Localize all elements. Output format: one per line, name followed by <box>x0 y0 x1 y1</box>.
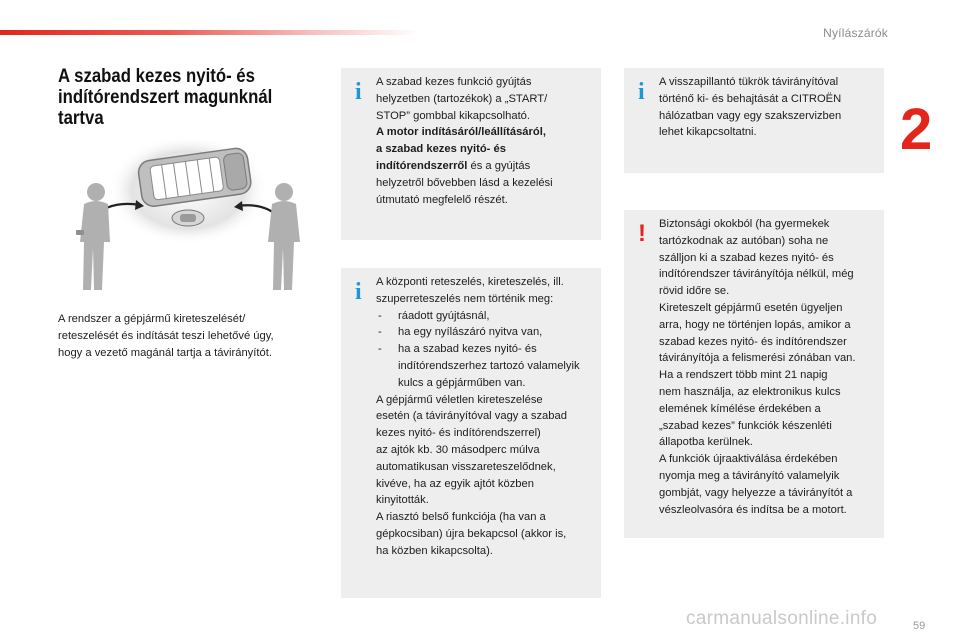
section-header: Nyílászárók <box>823 26 888 40</box>
safety-text: Biztonsági okokból (ha gyermekek tartózkodnak az autóban) soha ne szálljon ki a szabad kezes nyitó- és indítórendszer távirányítója nélkül, még rövid időre se. Kireteszelt gépjármű esetén ügyeljen arra, hogy ne történjen lopás, amikor a szabad kezes nyitó- és indítórendszer távirányítója a felismerési zónában van. Ha a rendszert több mint 21 napig nem használja, az elektronikus kulcs elemének kímélése érdekében a „szabad kezes” funkciók készenléti állapotba kerülnek. A funkciók újraaktiválása érdekében nyomja meg a távirányító valamelyik gombját, vagy helyezze a távirányítót a vészleolvasóra és indítsa be a motort. <box>659 218 856 516</box>
warning-box-safety <box>624 210 884 538</box>
header-accent-bar <box>0 30 420 35</box>
central-locking-intro: A központi reteszelés, kireteszelés, ill. szuperreteszelés nem történik meg: <box>376 276 564 305</box>
start-stop-bold-text: A motor indításáról/leállításáról, a szabad kezes nyitó- és indítórendszerről <box>376 126 546 172</box>
intro-paragraph: A rendszer a gépjármű kireteszelését/ reteszelését és indítását teszi lehetővé úgy, hogy a vezető magánál tartja a távirányítót. <box>58 313 274 359</box>
list-item: - ha egy nyílászáró nyitva van, <box>376 324 595 341</box>
chapter-number: 2 <box>900 97 933 162</box>
key-fob-icon <box>180 214 196 222</box>
person-left-icon <box>76 183 110 290</box>
info-box-start-stop <box>341 68 601 240</box>
person-right-icon <box>268 183 300 290</box>
list-item: - ráadott gyújtásnál, <box>376 308 595 325</box>
warning-icon: ! <box>638 220 646 247</box>
start-stop-text: A szabad kezes funkció gyújtás helyzetben (tartozékok) a „START/ STOP” gombbal kikapcsolható. <box>376 76 548 122</box>
info-icon: i <box>638 79 645 105</box>
info-box-mirrors <box>624 68 884 173</box>
keyless-entry-illustration <box>70 130 310 300</box>
mirrors-text: A visszapillantó tükrök távirányítóval történő ki- és behajtását a CITROËN hálózatban vagy egy szakszervizben lehet kikapcsoltatni. <box>659 76 842 139</box>
list-item: - ha a szabad kezes nyitó- és indítórendszerhez tartozó valamelyik kulcs a gépjárműben van. <box>376 341 595 391</box>
watermark[interactable]: carmanualsonline.info <box>686 608 878 629</box>
page-number: 59 <box>913 620 926 632</box>
info-icon: i <box>355 279 362 305</box>
info-box-central-locking <box>341 268 601 598</box>
central-locking-list <box>376 308 595 392</box>
page-title: A szabad kezes nyitó- és indítórendszert magunknál tartva <box>58 65 273 129</box>
info-icon: i <box>355 79 362 105</box>
start-stop-text-end: és a gyújtás helyzetről bővebben lásd a kezelési útmutató megfelelő részét. <box>376 159 553 206</box>
central-locking-details: A gépjármű véletlen kireteszelése esetén (a távirányítóval vagy a szabad kezes nyitó- és indítórendszerrel) az ajtók kb. 30 másodperc múlva automatikusan visszareteszelődnek, kivéve, ha az egyik ajtót közben kinyitották. A riasztó belső funkciója (ha van a gépkocsiban) újra bekapcsol (akkor is, ha közben kikapcsolta). <box>376 393 567 557</box>
